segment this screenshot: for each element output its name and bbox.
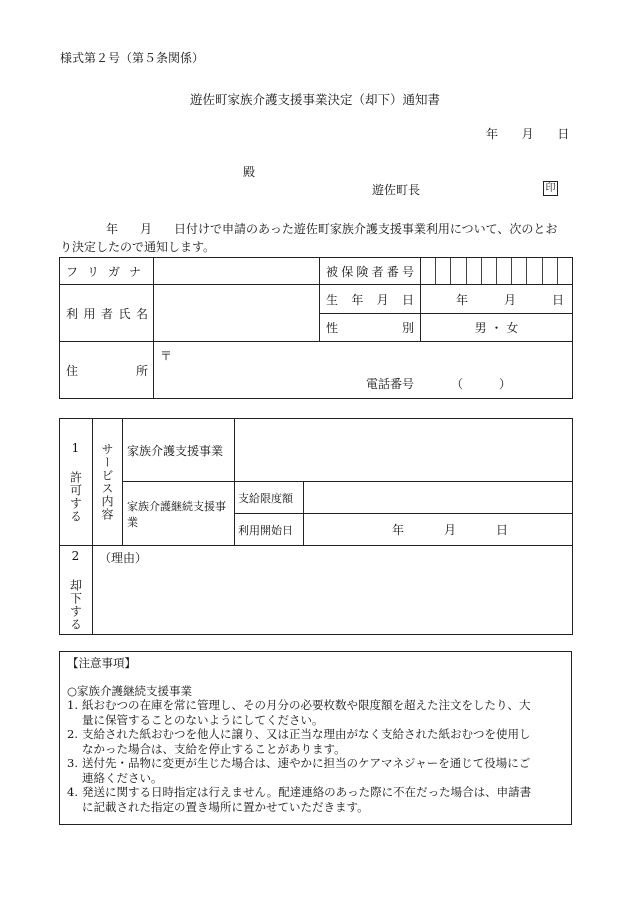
postal-mark: 〒 <box>160 349 173 363</box>
note-line: 支給された紙おむつを他人に譲り、又は正当な理由がなく支給された紙おむつを使用し <box>82 727 531 741</box>
service-content-label: サービス内容 <box>100 443 114 521</box>
note-number: 3. <box>67 756 78 770</box>
intro-text-1: 日付けで申請のあった遊佐町家族介護支援事業利用について、次のとお <box>174 222 558 236</box>
permit-label: 1 許可する <box>68 441 83 523</box>
note-item <box>67 698 564 727</box>
furigana-label: フ リ ガ ナ <box>66 264 141 279</box>
birth-label-cell <box>320 285 421 314</box>
note-line: 発送に関する日時指定は行えません。配達連絡のあった際に不在だった場合は、申請書 <box>82 785 532 799</box>
sex-label: 性 別 <box>326 321 414 335</box>
birth-date-input[interactable] <box>421 285 573 314</box>
start-date-input[interactable] <box>304 514 573 546</box>
applicant-table <box>59 257 573 399</box>
note-number: 1. <box>67 698 78 712</box>
intro-line-2: り決定したので通知します。 <box>60 240 216 254</box>
note-line: に記載された指定の置き場所に置かせていただきます。 <box>82 799 369 814</box>
birth-label: 生 年 月 日 <box>326 292 414 307</box>
phone-input[interactable]: （ ） <box>451 377 512 391</box>
birth-month: 月 <box>503 292 516 307</box>
issuer-title: 遊佐町長 <box>372 183 421 197</box>
note-number: 4. <box>67 785 78 799</box>
notes-subheading: ○家族介護継続支援事業 <box>67 683 193 698</box>
header-date-day: 日 <box>557 127 570 141</box>
decision-table <box>59 418 573 635</box>
reason-label: （理由） <box>99 551 148 565</box>
intro-line-1 <box>106 220 557 237</box>
header-date-month: 月 <box>521 127 534 141</box>
birth-year: 年 <box>455 292 468 307</box>
note-line: 量に保管することのないようにしてください。 <box>82 712 324 727</box>
furigana-label-cell <box>60 258 154 285</box>
sex-select[interactable]: 男 ・ 女 <box>421 314 573 342</box>
user-name-input[interactable] <box>154 285 320 342</box>
limit-label: 支給限度額 <box>235 482 304 514</box>
seal-text: 印 <box>543 181 558 196</box>
note-line: なかった場合は、支給を停止することがあります。 <box>82 741 346 756</box>
note-line: 紙おむつの在庫を常に管理し、その月分の必要枚数や限度額を超えた注文をしたり、大 <box>82 698 531 712</box>
notes-box <box>59 651 572 825</box>
address-label: 住 所 <box>66 363 148 378</box>
birth-day: 日 <box>551 292 564 307</box>
header-date-year: 年 <box>486 127 499 141</box>
start-year: 年 <box>391 523 404 537</box>
note-item <box>67 756 564 785</box>
page-title: 遊佐町家族介護支援事業決定（却下）通知書 <box>189 92 440 107</box>
seal-mark <box>543 180 558 196</box>
address-label-cell <box>60 342 154 399</box>
intro-year: 年 <box>106 222 119 236</box>
insured-number-label: 被 保 険 者 番 号 <box>326 264 414 279</box>
note-item <box>67 727 564 756</box>
reject-label: 2 却下する <box>68 549 83 631</box>
note-item <box>67 785 564 814</box>
note-number: 2. <box>67 727 78 741</box>
reject-label-cell <box>60 546 93 635</box>
user-name-label: 利 用 者 氏 名 <box>66 306 148 321</box>
start-day: 日 <box>496 523 509 537</box>
service-label-cell <box>93 419 123 546</box>
note-line: 送付先・品物に変更が生じた場合は、速やかに担当のケアマネジャーを通じて役場にご <box>82 756 531 770</box>
furigana-input[interactable] <box>154 258 320 285</box>
start-month: 月 <box>443 523 456 537</box>
intro-month: 月 <box>140 222 153 236</box>
reason-input[interactable] <box>93 546 573 635</box>
service1-input[interactable] <box>235 419 573 482</box>
form-number: 様式第２号（第５条関係） <box>60 51 205 65</box>
start-date-label: 利用開始日 <box>235 514 304 546</box>
service2-label: 家族介護継続支援事業 <box>123 482 235 546</box>
limit-input[interactable] <box>304 482 573 514</box>
address-input[interactable] <box>154 342 573 399</box>
sex-label-cell <box>320 314 421 342</box>
note-line: 連絡ください。 <box>82 770 163 785</box>
insured-number-input[interactable] <box>421 258 573 285</box>
notes-heading: 【注意事項】 <box>67 656 136 670</box>
header-date <box>486 125 569 142</box>
permit-label-cell <box>60 419 93 546</box>
insured-number-label-cell <box>320 258 421 285</box>
phone-label: 電話番号 <box>366 377 415 391</box>
user-name-label-cell <box>60 285 154 342</box>
service1-label: 家族介護支援事業 <box>123 419 235 482</box>
addressee-suffix: 殿 <box>243 165 256 179</box>
